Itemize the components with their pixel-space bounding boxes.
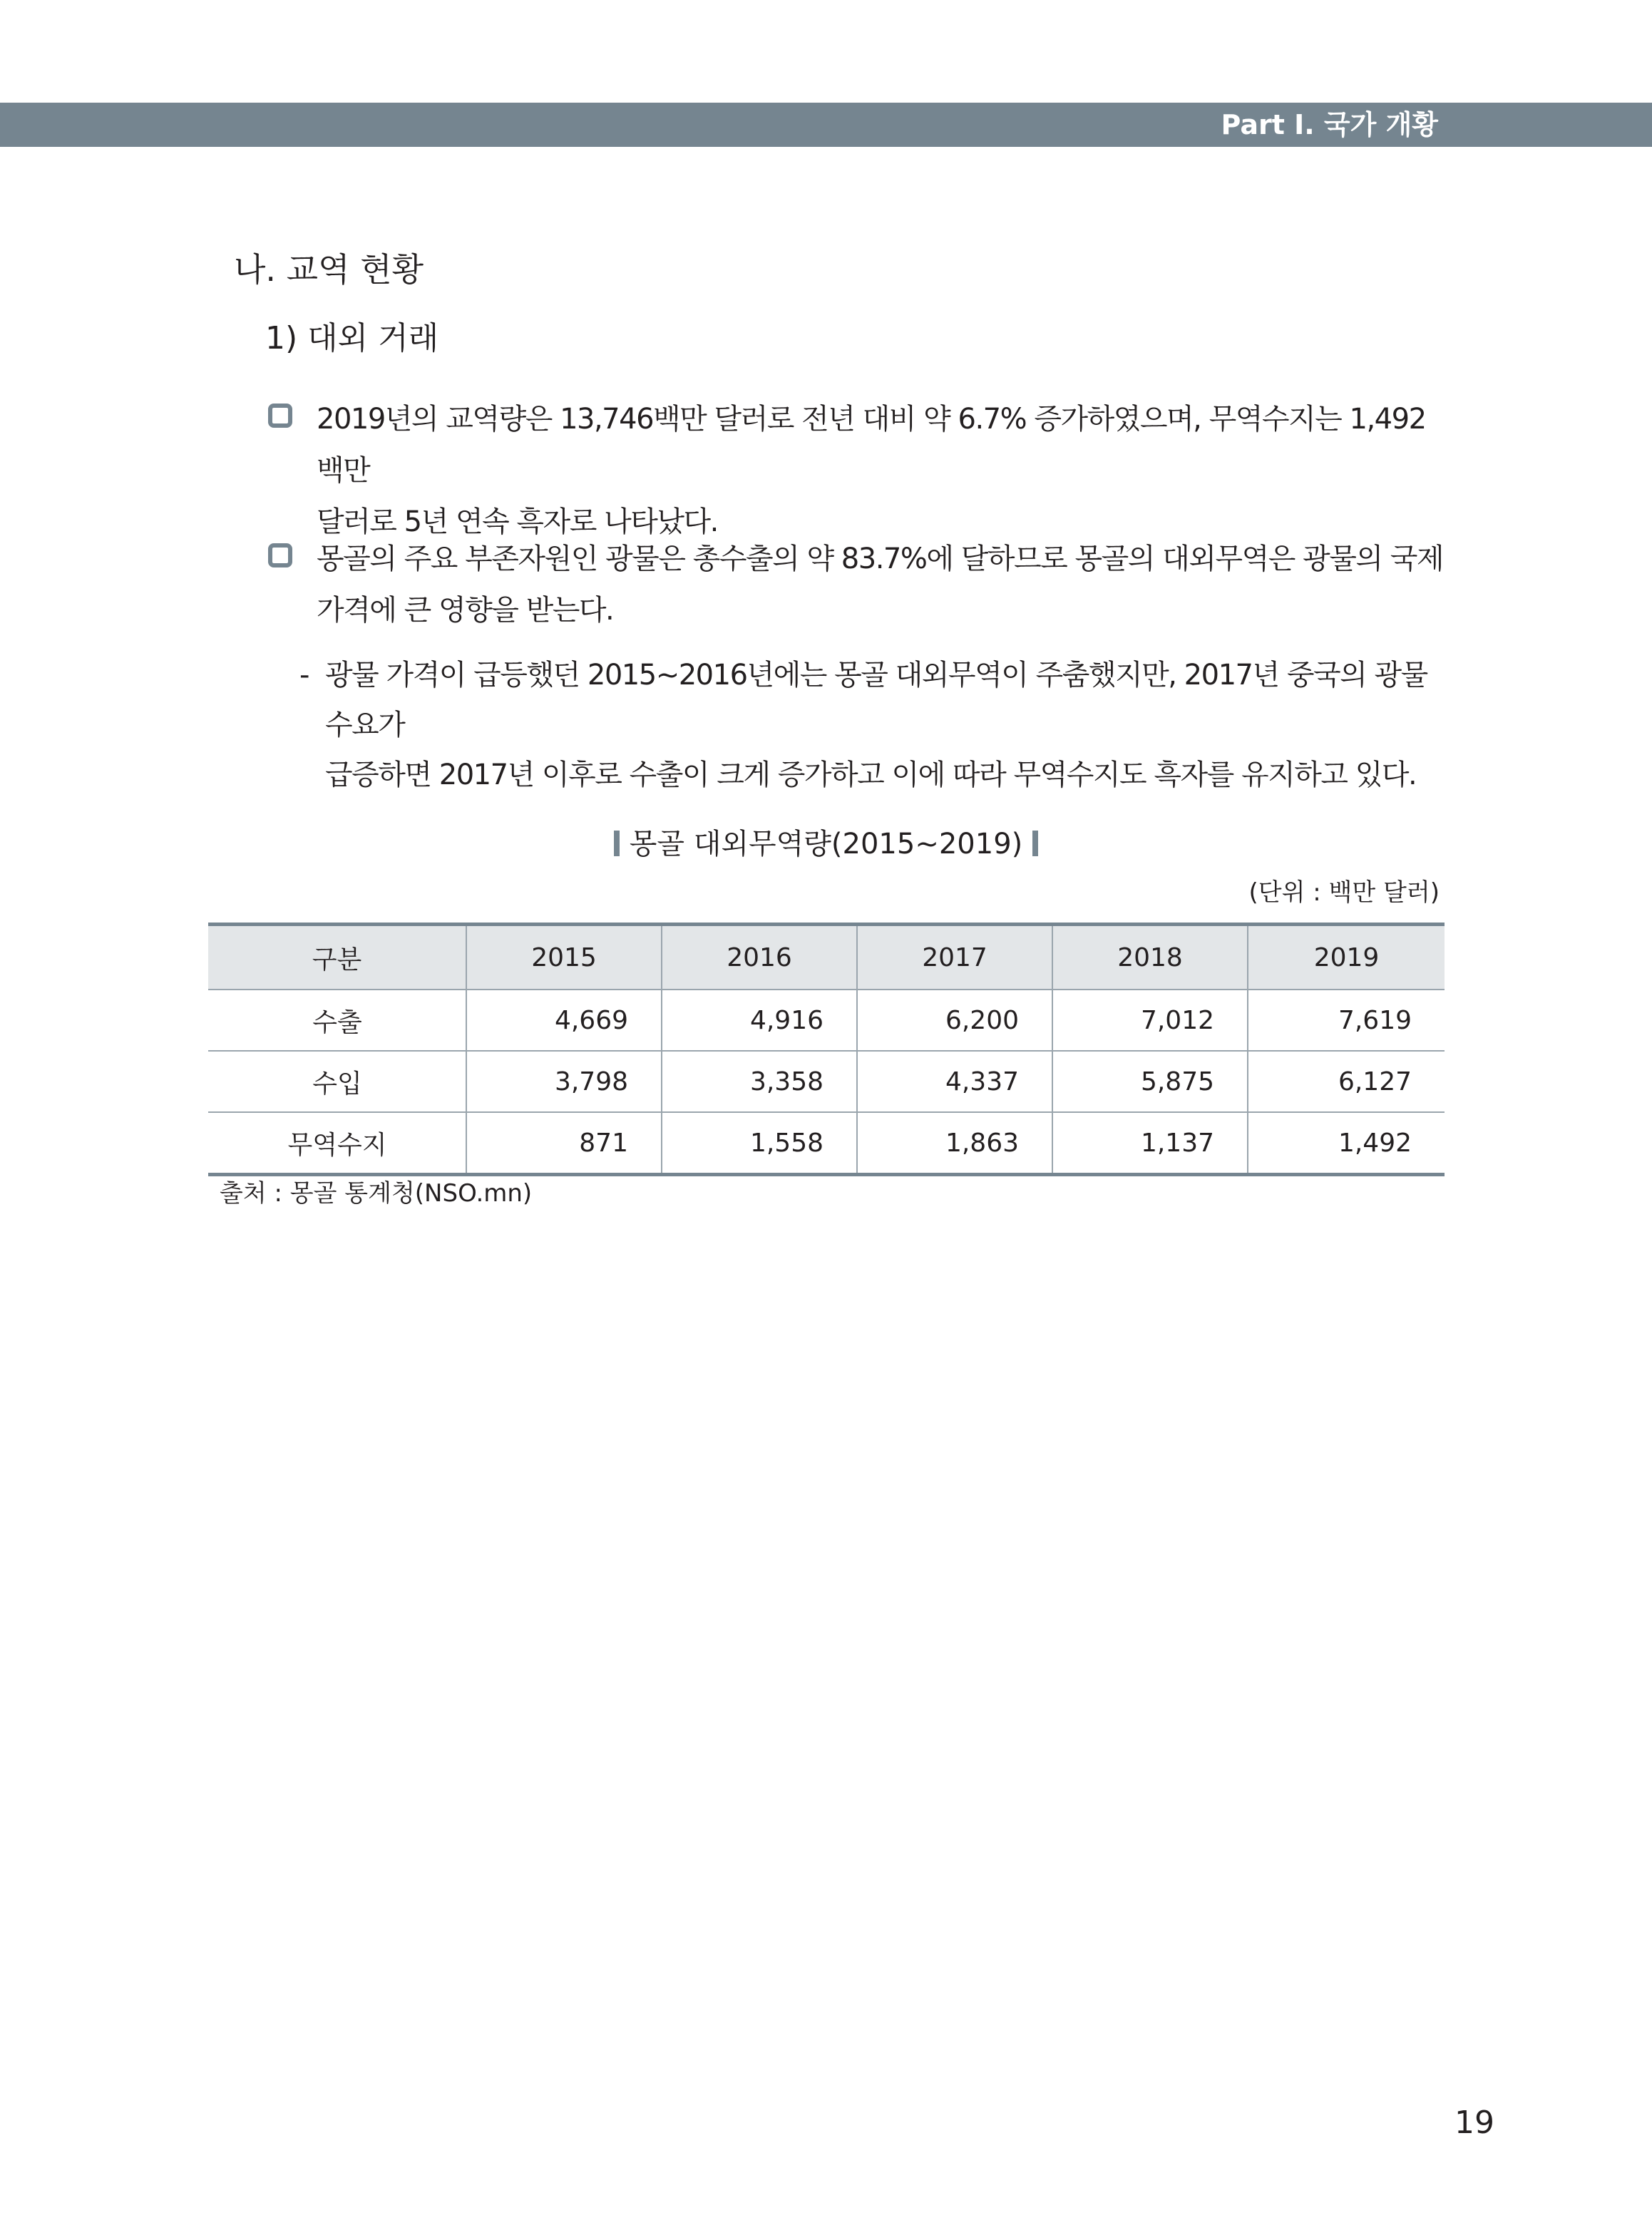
table-unit: (단위 : 백만 달러) <box>1248 878 1440 907</box>
title-bar-left-icon <box>614 831 620 856</box>
table-title <box>0 824 1652 864</box>
dash-line: 광물 가격이 급등했던 2015~2016년에는 몽골 대외무역이 주춤했지만, 2017년 중국의 광물 수요가 <box>325 659 1427 741</box>
page-number: 19 <box>1455 2105 1494 2141</box>
square-bullet-icon <box>268 404 292 428</box>
table-header-cell: 구분 <box>208 925 466 990</box>
table-cell: 871 <box>466 1112 662 1175</box>
table-cell: 1,137 <box>1052 1112 1248 1175</box>
square-bullet-icon <box>268 543 292 567</box>
header-part-title: Part Ⅰ. 국가 개황 <box>1221 109 1438 140</box>
dash-mark: - <box>299 659 309 692</box>
dash-text <box>325 650 1447 800</box>
bullet-text <box>317 533 1445 636</box>
table-cell: 3,798 <box>466 1051 662 1112</box>
table-header-row <box>208 925 1445 990</box>
dash-line: 급증하면 2017년 이후로 수출이 크게 증가하고 이에 따라 무역수지도 흑자를 유지하고 있다. <box>325 759 1417 791</box>
bullet-line: 몽골의 주요 부존자원인 광물은 총수출의 약 83.7%에 달하므로 몽골의 대외무역은 광물의 국제 <box>317 543 1443 575</box>
table-cell: 5,875 <box>1052 1051 1248 1112</box>
source-note: 출처 : 몽골 통계청(NSO.mn) <box>220 1179 533 1208</box>
table-cell: 4,916 <box>662 990 857 1051</box>
section-title: 나. 교역 현황 <box>234 250 424 289</box>
table-header-cell: 2019 <box>1248 925 1445 990</box>
bullet-text <box>317 394 1445 548</box>
dash-item <box>299 650 1447 800</box>
table-row <box>208 1051 1445 1112</box>
bullet-line: 2019년의 교역량은 13,746백만 달러로 전년 대비 약 6.7% 증가하였으며, 무역수지는 1,492백만 <box>317 403 1426 487</box>
table-cell: 1,492 <box>1248 1112 1445 1175</box>
table-row <box>208 990 1445 1051</box>
table-cell: 7,012 <box>1052 990 1248 1051</box>
table-cell: 4,337 <box>857 1051 1052 1112</box>
table-cell: 1,863 <box>857 1112 1052 1175</box>
bullet-line: 달러로 5년 연속 흑자로 나타났다. <box>317 505 718 538</box>
table-header-cell: 2017 <box>857 925 1052 990</box>
subsection-title: 1) 대외 거래 <box>265 320 439 356</box>
table-cell: 3,358 <box>662 1051 857 1112</box>
table-header-cell: 2015 <box>466 925 662 990</box>
table-cell: 4,669 <box>466 990 662 1051</box>
header-bar <box>0 103 1652 147</box>
table-row <box>208 1112 1445 1175</box>
bullet-item <box>268 533 1445 636</box>
table-cell: 6,127 <box>1248 1051 1445 1112</box>
table-cell: 1,558 <box>662 1112 857 1175</box>
table-header-cell: 2018 <box>1052 925 1248 990</box>
table-header-cell: 2016 <box>662 925 857 990</box>
table-cell: 6,200 <box>857 990 1052 1051</box>
title-bar-right-icon <box>1032 831 1038 856</box>
table-cell: 7,619 <box>1248 990 1445 1051</box>
row-label-cell: 수입 <box>208 1051 466 1112</box>
table-title-text: 몽골 대외무역량(2015~2019) <box>629 828 1023 860</box>
row-label-cell: 무역수지 <box>208 1112 466 1175</box>
row-label-cell: 수출 <box>208 990 466 1051</box>
bullet-item <box>268 394 1445 548</box>
trade-table <box>208 923 1445 1176</box>
bullet-line: 가격에 큰 영향을 받는다. <box>317 594 614 627</box>
